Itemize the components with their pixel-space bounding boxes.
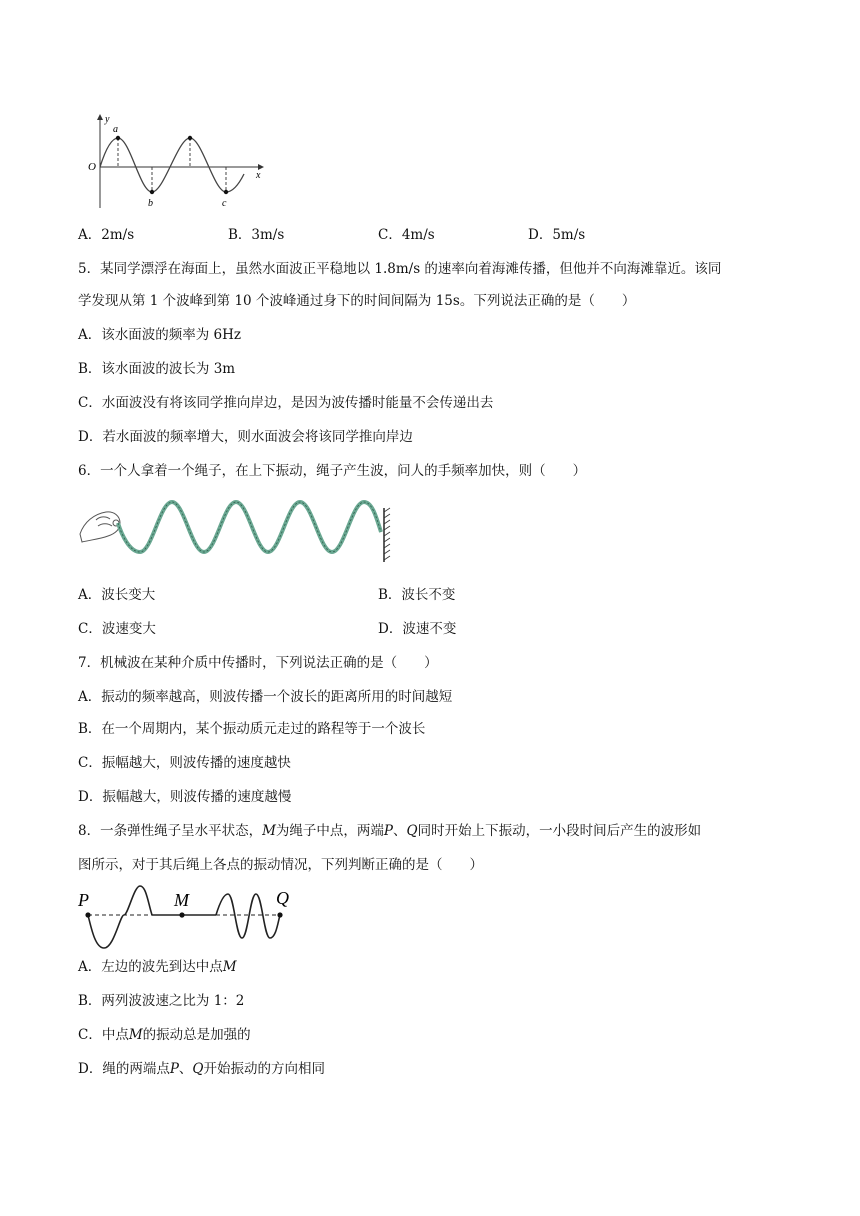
q5-stem-line1: 5．某同学漂浮在海面上，虽然水面波正平稳地以 1.8m/s 的速率向着海滩传播，但他并不向海滩靠近。该同 — [78, 261, 722, 277]
label-a: a — [113, 124, 118, 135]
point-b — [150, 190, 154, 194]
q4-option-a: A．2m/s — [78, 227, 135, 243]
q5-option-b: B．该水面波的波长为 3m — [78, 361, 236, 377]
point-P — [85, 912, 90, 917]
point-peak2 — [188, 136, 192, 140]
left-wave — [88, 886, 152, 948]
point-Q — [277, 912, 282, 917]
q7-option-c: C．振幅越大，则波传播的速度越快 — [78, 755, 291, 771]
q8-option-d: D．绳的两端点P、Q开始振动的方向相同 — [78, 1061, 325, 1077]
hand-icon — [80, 512, 120, 542]
q5-option-a: A．该水面波的频率为 6Hz — [78, 327, 242, 343]
point-M — [179, 912, 184, 917]
q6-stem: 6．一个人拿着一个绳子，在上下振动，绳子产生波，问人的手频率加快，则（ ） — [78, 463, 587, 479]
rope-wave-figure — [78, 496, 398, 566]
wave-graph-figure — [86, 112, 266, 212]
q6-option-c: C．波速变大 — [78, 621, 156, 637]
q4-option-b: B．3m/s — [228, 227, 285, 243]
q4-option-d: D．5m/s — [528, 227, 586, 243]
q8-stem-line1: 8．一条弹性绳子呈水平状态，M为绳子中点，两端P、Q同时开始上下振动，一小段时间后产生的波形如 — [78, 823, 702, 839]
q5-option-c: C．水面波没有将该同学推向岸边，是因为波传播时能量不会传递出去 — [78, 395, 494, 411]
y-axis-arrow — [97, 114, 103, 120]
right-wave — [216, 894, 280, 938]
q7-stem: 7．机械波在某种介质中传播时，下列说法正确的是（ ） — [78, 655, 438, 671]
q6-option-a: A．波长变大 — [78, 587, 156, 603]
q6-option-d: D．波速不变 — [378, 621, 457, 637]
label-P: P — [78, 890, 89, 910]
point-c — [224, 190, 228, 194]
q8-option-c: C．中点M的振动总是加强的 — [78, 1027, 251, 1043]
label-x: x — [256, 170, 261, 181]
label-origin: O — [88, 161, 96, 173]
q8-option-a: A．左边的波先到达中点M — [78, 959, 237, 975]
label-b: b — [148, 198, 153, 209]
q4-option-c: C．4m/s — [378, 227, 435, 243]
q7-option-d: D．振幅越大，则波传播的速度越慢 — [78, 789, 292, 805]
point-a — [116, 136, 120, 140]
q8-stem-line2: 图所示，对于其后绳上各点的振动情况，下列判断正确的是（ ） — [78, 857, 483, 873]
label-M: M — [174, 890, 189, 910]
q7-option-b: B．在一个周期内，某个振动质元走过的路程等于一个波长 — [78, 721, 426, 737]
rope-wave — [118, 502, 381, 552]
q7-option-a: A．振动的频率越高，则波传播一个波长的距离所用的时间越短 — [78, 689, 453, 705]
q5-option-d: D．若水面波的频率增大，则水面波会将该同学推向岸边 — [78, 429, 413, 445]
q5-stem-line2: 学发现从第 1 个波峰到第 10 个波峰通过身下的时间间隔为 15s。下列说法正确的是（ ） — [78, 293, 636, 309]
label-y: y — [105, 114, 110, 125]
label-c: c — [222, 198, 227, 209]
label-Q: Q — [276, 888, 289, 908]
wave-curve — [100, 138, 244, 192]
q6-option-b: B．波长不变 — [378, 587, 456, 603]
rope-pmq-figure — [76, 882, 306, 952]
q8-option-b: B．两列波波速之比为 1：2 — [78, 993, 245, 1009]
